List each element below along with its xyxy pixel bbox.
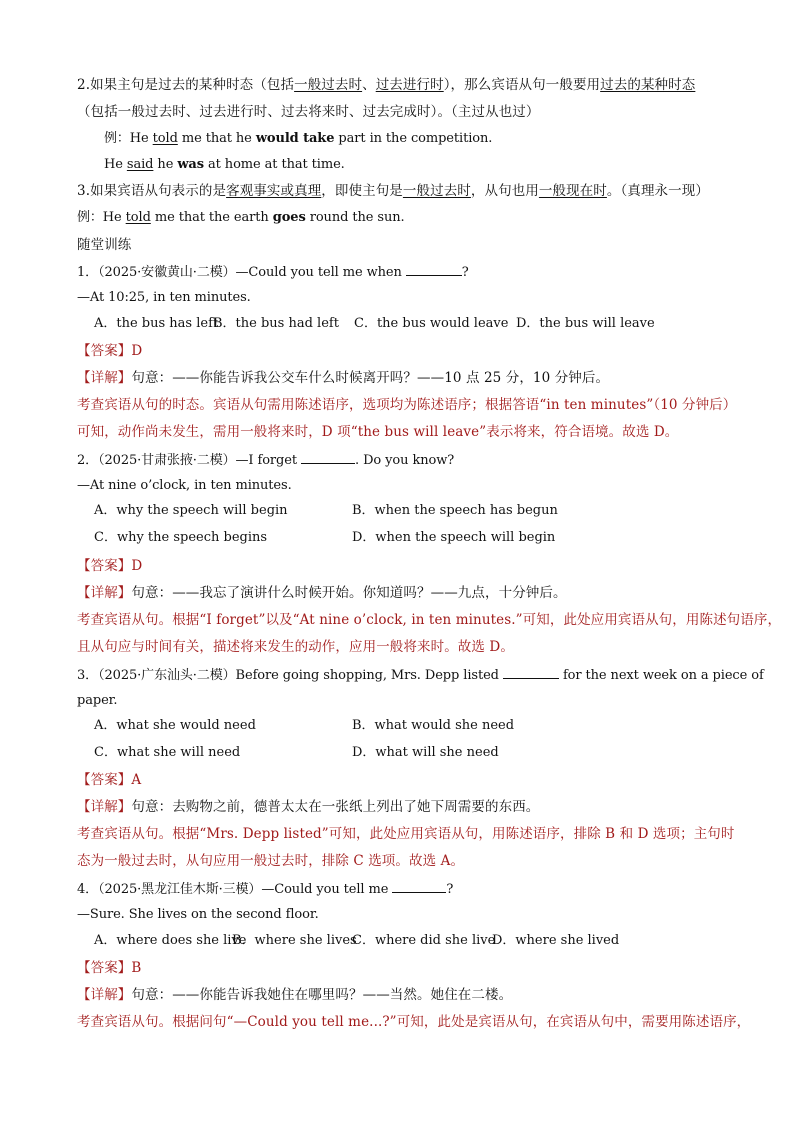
q2-option-a: A．why the speech will begin: [94, 503, 288, 518]
q2-stem: [77, 451, 454, 470]
example-text: 例：He: [104, 131, 153, 146]
q3-option-b: B．what would she need: [352, 718, 515, 733]
rule2-underline-past-continuous: 过去进行时: [375, 77, 444, 93]
q2-explanation-line2: 且从句应与时间有关，描述将来发生的动作，应用一般将来时。故选 D。: [77, 639, 514, 655]
q4-reply: —Sure. She lives on the second floor.: [77, 907, 319, 922]
q1-answer: 【答案】D: [77, 343, 143, 359]
q1-meaning: 句意：——你能告诉我公交车什么时候离开吗？——10 点 25 分，10 分钟后。: [131, 370, 610, 386]
q4-option-d: D．where she lived: [492, 933, 620, 948]
q3-stem-cont: paper.: [77, 693, 118, 708]
rule3-line1: [77, 182, 709, 200]
rule2-example2: [104, 156, 345, 174]
rule3-text: ，即使主句是: [321, 183, 403, 199]
q3-stem: [77, 666, 764, 685]
example-text: He: [104, 157, 127, 172]
example-bold-verb: was: [177, 157, 204, 172]
detail-label: 【详解】: [77, 987, 132, 1003]
q3-option-d: D．what will she need: [352, 745, 499, 760]
q3-explanation-line2: 态为一般过去时，从句应用一般过去时，排除 C 选项。故选 A。: [77, 853, 465, 869]
q1-stem: [77, 263, 469, 282]
q3-option-c: C．what she will need: [94, 745, 241, 760]
q1-stem-text: ?: [461, 265, 469, 280]
q2-stem-text: 2．（2025·甘肃张掖·二模）—I forget: [77, 453, 302, 468]
q2-option-c: C．why the speech begins: [94, 530, 268, 545]
rule2-example1: [104, 130, 492, 148]
rule3-text: ，从句也用: [470, 183, 539, 199]
example-bold-verb: goes: [272, 210, 306, 225]
answer-blank: [392, 880, 446, 893]
example-bold-verb: would take: [255, 131, 335, 146]
q3-meaning: 句意：去购物之前，德普太太在一张纸上列出了她下周需要的东西。: [131, 799, 540, 815]
example-text: he: [153, 157, 178, 172]
q2-detail: [77, 584, 567, 602]
q4-explanation-line1: 考查宾语从句。根据问句“—Could you tell me...?”可知，此处是宾语从句，在宾语从句中，需要用陈述语序，: [77, 1014, 751, 1030]
rule3-underline-fact: 客观事实或真理: [226, 183, 322, 199]
q2-option-b: B．when the speech has begun: [352, 503, 558, 518]
rule3-text: 。（真理永一现）: [606, 183, 709, 199]
example-text: at home at that time.: [203, 157, 345, 172]
q1-reply: —At 10:25, in ten minutes.: [77, 290, 251, 305]
rule2-underline-past-simple: 一般过去时: [294, 77, 363, 93]
q4-stem-text: ?: [446, 882, 454, 897]
q3-stem-text: for the next week on a piece of: [558, 668, 764, 683]
q3-detail: [77, 798, 539, 816]
q4-answer: 【答案】B: [77, 960, 142, 976]
q1-explanation-line2: 可知，动作尚未发生，需用一般将来时，D 项“the bus will leave”表示将来，符合语境。故选 D。: [77, 424, 679, 440]
rule2-line2: （包括一般过去时、过去进行时、过去将来时、过去完成时）。（主过从也过）: [77, 104, 540, 120]
q1-option-d: D．the bus will leave: [516, 316, 655, 331]
q3-answer: 【答案】A: [77, 772, 142, 788]
q1-option-b: B．the bus had left: [213, 316, 339, 331]
q4-stem-text: 4．（2025·黑龙江佳木斯·三模）—Could you tell me: [77, 882, 393, 897]
q2-answer: 【答案】D: [77, 558, 143, 574]
q2-explanation-line1: 考查宾语从句。根据“I forget”以及“At nine o’clock, in ten minutes.”可知，此处应用宾语从句，用陈述句语序，: [77, 612, 782, 628]
answer-blank: [406, 263, 462, 276]
example-text: me that he: [177, 131, 256, 146]
rule3-text: 3.如果宾语从句表示的是: [77, 183, 227, 199]
detail-label: 【详解】: [77, 799, 132, 815]
rule2-line1: [77, 76, 695, 94]
example-text: part in the competition.: [334, 131, 493, 146]
answer-blank: [503, 666, 559, 679]
example-underline-word: told: [125, 210, 151, 225]
q4-option-c: C．where did she live: [352, 933, 496, 948]
answer-blank: [301, 451, 355, 464]
q3-explanation-line1: 考查宾语从句。根据“Mrs. Depp listed”可知，此处应用宾语从句，用陈述语序，排除 B 和 D 选项；主句时: [77, 826, 735, 842]
q1-option-c: C．the bus would leave: [354, 316, 509, 331]
q4-detail: [77, 986, 512, 1004]
q2-meaning: 句意：——我忘了演讲什么时候开始。你知道吗？——九点，十分钟后。: [131, 585, 567, 601]
q4-meaning: 句意：——你能告诉我她住在哪里吗？——当然。她住在二楼。: [131, 987, 513, 1003]
q1-option-a: A．the bus has left: [94, 316, 219, 331]
q4-option-a: A．where does she live: [94, 933, 247, 948]
rule2-text: 、: [362, 77, 376, 93]
example-text: 例：He: [77, 210, 126, 225]
q2-reply: —At nine o’clock, in ten minutes.: [77, 478, 292, 493]
q2-stem-text: . Do you know?: [355, 453, 455, 468]
detail-label: 【详解】: [77, 370, 132, 386]
q4-option-b: B．where she lives: [232, 933, 357, 948]
q1-stem-text: 1．（2025·安徽黄山·二模）—Could you tell me when: [77, 265, 406, 280]
q3-option-a: A．what she would need: [94, 718, 256, 733]
example-underline-word: said: [126, 157, 154, 172]
section-title: 随堂训练: [77, 237, 132, 253]
q1-explanation-line1: 考查宾语从句的时态。宾语从句需用陈述语序，选项均为陈述语序；根据答语“in ten minutes”（10 分钟后）: [77, 397, 737, 413]
rule2-text: ），那么宾语从句一般要用: [443, 77, 601, 93]
q1-detail: [77, 369, 609, 387]
example-text: me that the earth: [150, 210, 273, 225]
rule2-underline-past-tense: 过去的某种时态: [600, 77, 696, 93]
rule3-example: [77, 209, 405, 227]
example-underline-word: told: [152, 131, 178, 146]
detail-label: 【详解】: [77, 585, 132, 601]
q3-stem-text: 3．（2025·广东汕头·二模）Before going shopping, Mrs. Depp listed: [77, 668, 503, 683]
example-text: round the sun.: [305, 210, 405, 225]
q4-stem: [77, 880, 453, 899]
rule3-underline-past-simple: 一般过去时: [402, 183, 471, 199]
rule2-text: 2.如果主句是过去的某种时态（包括: [77, 77, 295, 93]
rule3-underline-present-simple: 一般现在时: [538, 183, 607, 199]
q2-option-d: D．when the speech will begin: [352, 530, 556, 545]
